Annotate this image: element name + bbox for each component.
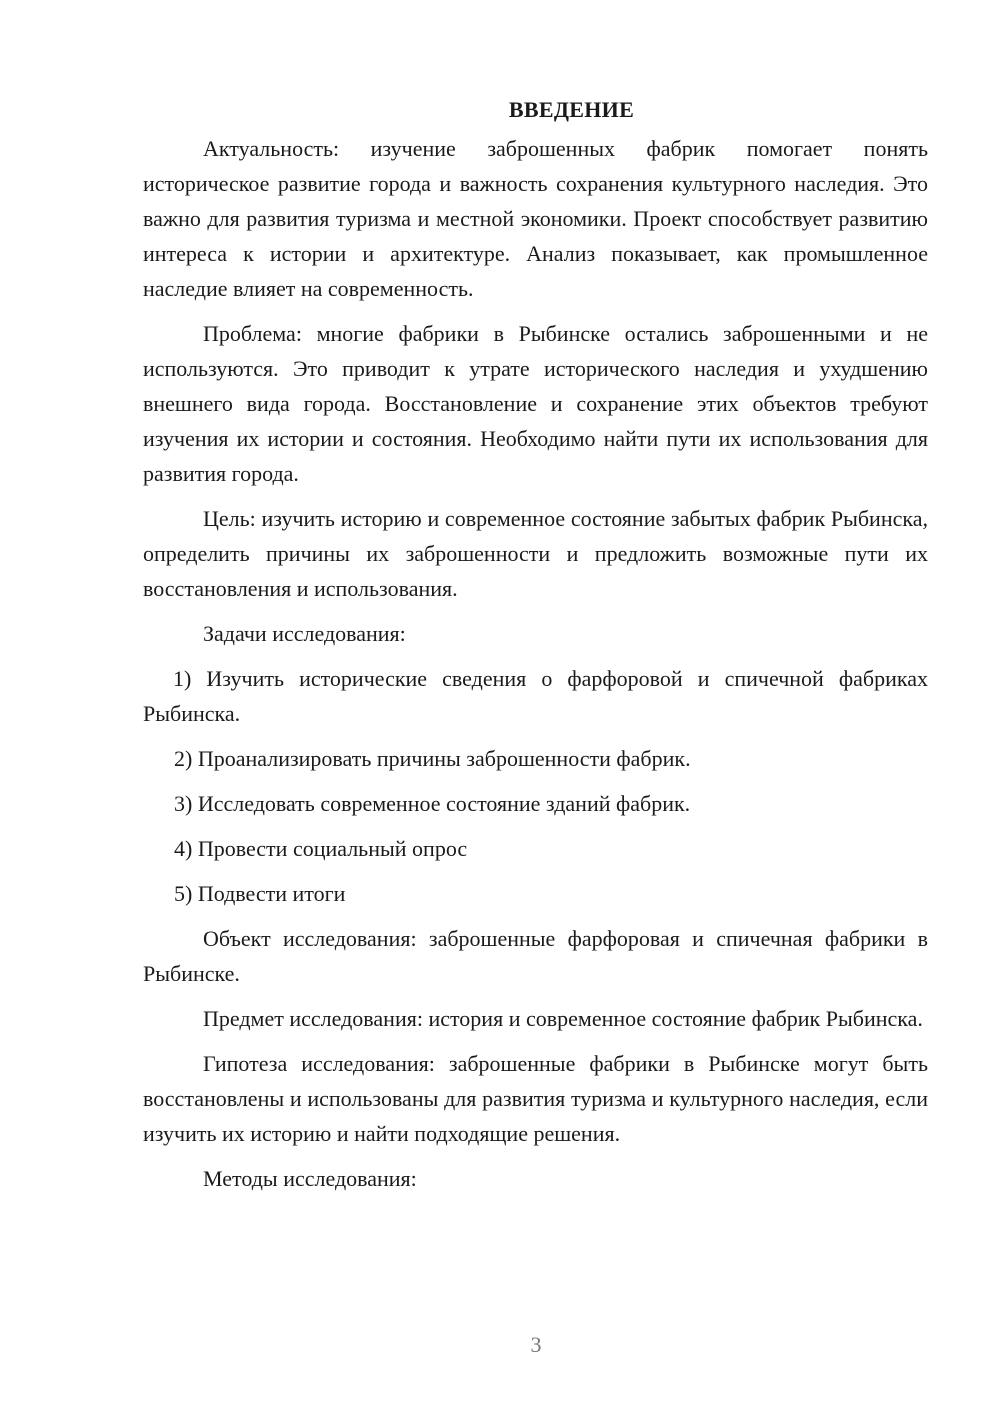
task-item-1: 1) Изучить исторические сведения о фарфоровой и спичечной фабриках Рыбинска.: [143, 666, 928, 726]
goal-paragraph: Цель: изучить историю и современное состояние забытых фабрик Рыбинска, определить причины их заброшенности и предложить возможные пути их восстановления и использования.: [143, 506, 928, 601]
relevance-paragraph: Актуальность: изучение заброшенных фабрик помогает понять историческое развитие города и важность сохранения культурного наследия. Это важно для развития туризма и местной экономики. Проект способствует развитию интереса к истории и архитектуре. Анализ показывает, как промышленное наследие влияет на современность.: [143, 136, 928, 301]
task-item-3: 3) Исследовать современное состояние зданий фабрик.: [174, 791, 691, 816]
subject-paragraph: Предмет исследования: история и современное состояние фабрик Рыбинска.: [203, 1006, 923, 1031]
page-title: ВВЕДЕНИЕ: [508, 97, 635, 122]
page-content: [143, 93, 928, 1196]
task-item-2: 2) Проанализировать причины заброшенности фабрик.: [174, 746, 691, 771]
hypothesis-paragraph: Гипотеза исследования: заброшенные фабрики в Рыбинске могут быть восстановлены и использованы для развития туризма и культурного наследия, если изучить их историю и найти подходящие решения.: [143, 1051, 928, 1146]
object-paragraph: Объект исследования: заброшенные фарфоровая и спичечная фабрики в Рыбинске.: [143, 926, 928, 986]
task-item-4: 4) Провести социальный опрос: [174, 836, 468, 861]
page-number: 3: [530, 1332, 542, 1357]
methods-heading: Методы исследования:: [203, 1166, 417, 1191]
problem-paragraph: Проблема: многие фабрики в Рыбинске остались заброшенными и не используются. Это приводит к утрате исторического наследия и ухудшению внешнего вида города. Восстановление и сохранение этих объектов требуют изучения их истории и состояния. Необходимо найти пути их использования для развития города.: [143, 321, 928, 486]
task-item-5: 5) Подвести итоги: [174, 881, 346, 906]
tasks-heading: Задачи исследования:: [203, 621, 406, 646]
